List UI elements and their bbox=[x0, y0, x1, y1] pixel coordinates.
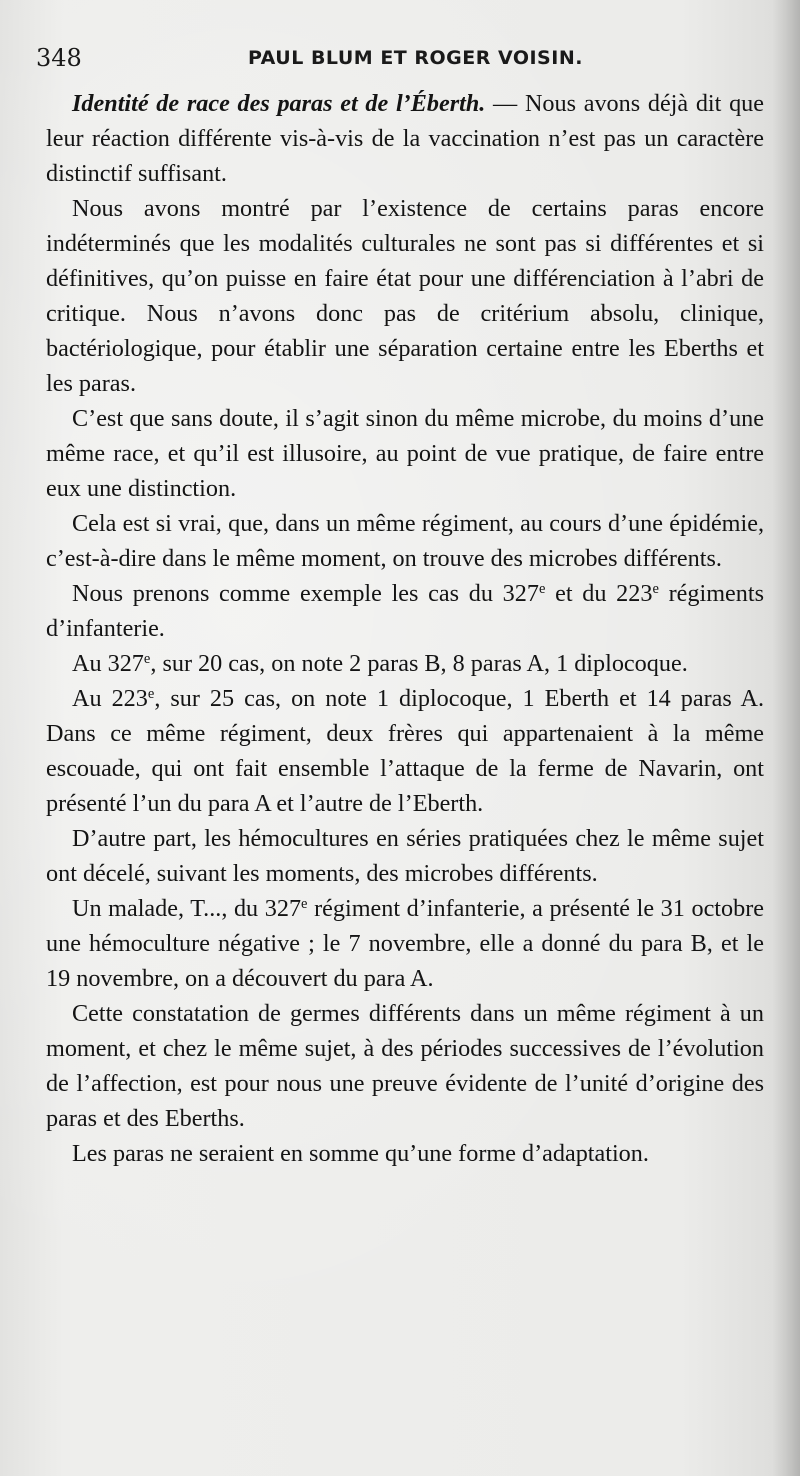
paragraph-7 bbox=[46, 681, 764, 821]
text-fragment: Un malade, T..., du 327 bbox=[72, 895, 302, 922]
superscript: e bbox=[652, 581, 659, 598]
paragraph-11: Les paras ne seraient en somme qu’une forme d’adaptation. bbox=[72, 1140, 649, 1167]
paragraph-5 bbox=[46, 576, 764, 646]
paragraph-6 bbox=[46, 646, 764, 681]
text-fragment: , sur 25 cas, on note 1 diplocoque, 1 Eberth et 14 paras A. Dans ce même régiment, deux frères qui appartenaient à la même escouade, qui ont fait ensemble l’attaque de la ferme de Navarin, ont présenté l’un du para A et l’autre de l’Eberth. bbox=[46, 685, 765, 817]
page-gutter-shadow bbox=[772, 0, 800, 1476]
section-title: Identité de race des paras et de l’Éberth. bbox=[72, 90, 486, 117]
superscript: e bbox=[301, 896, 308, 913]
text-fragment: Au 223 bbox=[72, 685, 148, 712]
paragraph-2: Nous avons montré par l’existence de certains paras encore indéterminés que les modalités culturales ne sont pas si différentes et si définitives, qu’on puisse en faire état pour une différenciation à l’abri de critique. Nous n’avons donc pas de critérium absolu, clinique, bactériologique, pour établir une séparation certaine entre les Eberths et les paras. bbox=[46, 195, 764, 397]
paragraph-8: D’autre part, les hémocultures en séries pratiquées chez le même sujet ont décelé, suivant les moments, des microbes différents. bbox=[46, 825, 764, 887]
superscript: e bbox=[147, 686, 155, 703]
page-header bbox=[36, 40, 756, 76]
paragraph-4: Cela est si vrai, que, dans un même régiment, au cours d’une épidémie, c’est-à-dire dans le même moment, on trouve des microbes différents. bbox=[46, 510, 764, 572]
text-fragment: , sur 20 cas, on note 2 paras B, 8 paras A, 1 diplocoque. bbox=[150, 650, 688, 677]
paragraph-3: C’est que sans doute, il s’agit sinon du même microbe, du moins d’une même race, et qu’il est illusoire, au point de vue pratique, de faire entre eux une distinction. bbox=[46, 405, 764, 502]
paragraph-9 bbox=[46, 891, 764, 996]
paragraph-text: — Nous avons déjà dit que leur réaction différente vis-à-vis de la vaccination n’est pas un caractère distinctif suffisant. bbox=[46, 90, 764, 187]
text-fragment: Nous prenons comme exemple les cas du 327 bbox=[72, 580, 539, 607]
body-text bbox=[46, 86, 764, 1171]
text-fragment: Au 327 bbox=[72, 650, 144, 677]
running-head: PAUL BLUM ET ROGER VOISIN. bbox=[248, 47, 583, 69]
page-number: 348 bbox=[36, 44, 82, 72]
paragraph-1 bbox=[46, 86, 764, 191]
superscript: e bbox=[538, 581, 546, 598]
superscript: e bbox=[143, 651, 151, 668]
paragraph-10: Cette constatation de germes différents dans un même régiment à un moment, et chez le même sujet, à des périodes successives de l’évolution de l’affection, est pour nous une preuve évidente de l’unité d’origine des paras et des Eberths. bbox=[46, 1000, 764, 1132]
text-fragment: régiment d’infanterie, a présenté le 31 octobre une hémoculture négative ; le 7 novembre, elle a donné du para B, et le 19 novembre, on a découvert du para A. bbox=[46, 895, 764, 992]
text-fragment: régiments d’infanterie. bbox=[46, 580, 764, 642]
text-fragment: et du 223 bbox=[545, 580, 653, 607]
